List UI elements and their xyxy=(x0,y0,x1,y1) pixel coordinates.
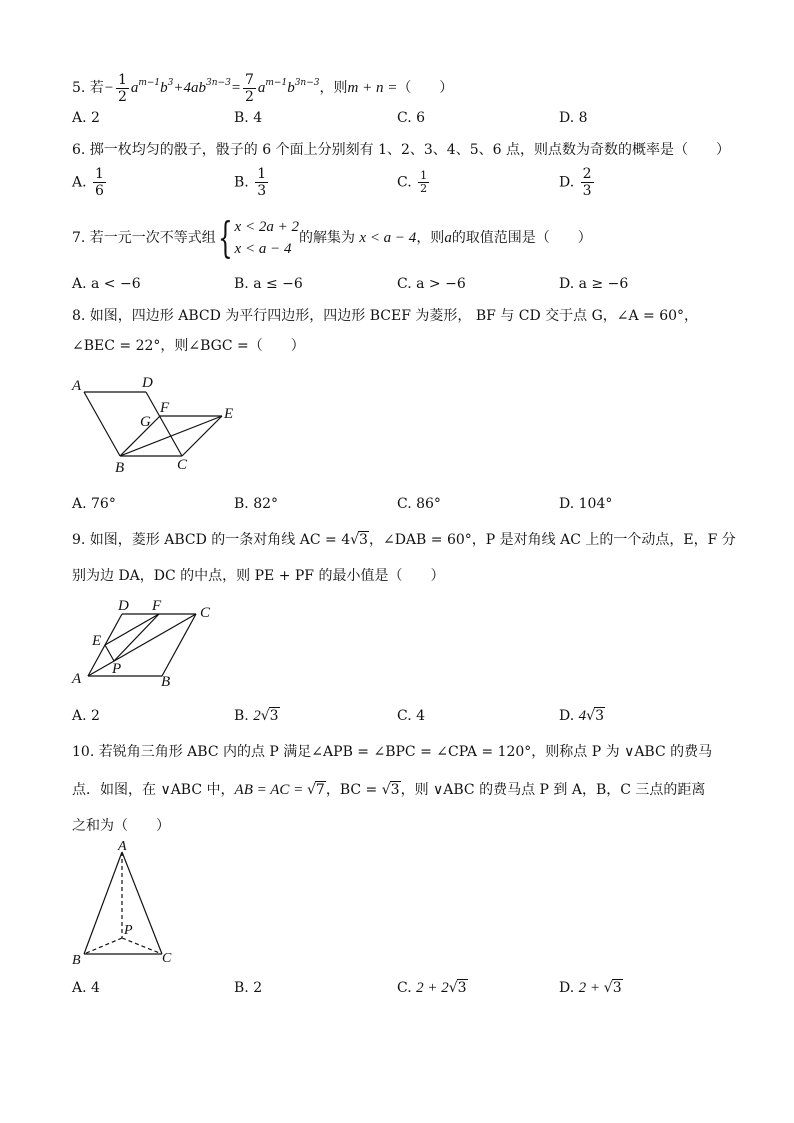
q8-label-b: B xyxy=(115,460,125,476)
q7-option-d: D. a ≥ −6 xyxy=(559,276,629,292)
q8-stem-line1: 8. 如图，四边形 ABCD 为平行四边形，四边形 BCEF 为菱形， BF 与 CD 交于点 G，∠A = 60°， xyxy=(72,308,699,324)
q5-frac2: $\frac{7}{2}$ xyxy=(244,71,254,105)
q7-option-a: A. a < −6 xyxy=(72,276,141,292)
q5-option-d: D. 8 xyxy=(559,110,588,126)
q8-figure xyxy=(66,370,246,480)
q9-stem-line2: 别为边 DA，DC 的中点，则 PE + PF 的最小值是（ ） xyxy=(72,568,445,584)
q10-stem-line1: 10. 若锐角三角形 ABC 内的点 P 满足∠APB = ∠BPC = ∠CPA = 120°，则称点 P 为 ∨ABC 的费马 xyxy=(72,744,713,760)
q10-option-a: A. 4 xyxy=(72,980,100,996)
q5-frac1: $\frac{1}{2}$ xyxy=(117,71,127,105)
q10-label-a: A xyxy=(118,839,127,854)
q10-stem-line3: 之和为（ ） xyxy=(72,818,170,834)
q9-label-a: A xyxy=(72,671,82,687)
q7-option-b: B. a ≤ −6 xyxy=(234,276,303,292)
q5-number: 5. 若 xyxy=(72,80,104,96)
q10-label-b: B xyxy=(72,953,81,968)
q8-label-g: G xyxy=(140,414,151,430)
q6-stem: 6. 掷一枚均匀的骰子，骰子的 6 个面上分别刻有 1、2、3、4、5、6 点，则点数为奇数的概率是（ ） xyxy=(72,142,730,158)
q8-option-a: A. 76° xyxy=(72,496,116,512)
q10-figure xyxy=(66,838,186,968)
q10-label-p: P xyxy=(124,923,133,938)
q9-label-b: B xyxy=(161,674,171,690)
q10-option-c: C. 2 + 2√3 xyxy=(397,980,467,996)
q6-option-c: C. $\frac{1}{2}$ xyxy=(397,169,428,195)
q7-system: x < 2a + 2 x < a − 4 xyxy=(234,219,299,257)
q9-option-a: A. 2 xyxy=(72,708,100,724)
q8-option-c: C. 86° xyxy=(397,496,441,512)
q8-label-f: F xyxy=(160,400,170,416)
q6-option-d: D. $\frac{2}{3}$ xyxy=(559,166,592,199)
q9-label-c: C xyxy=(200,605,211,621)
q7-brace: { xyxy=(217,213,233,262)
q6-option-a: A. $\frac{1}{6}$ xyxy=(72,166,104,199)
q9-label-d: D xyxy=(118,598,129,614)
q10-option-b: B. 2 xyxy=(234,980,263,996)
q7-option-c: C. a > −6 xyxy=(397,276,466,292)
q5-minus: − xyxy=(103,80,114,96)
q8-label-d: D xyxy=(142,375,153,391)
q9-label-f: F xyxy=(152,598,162,614)
q8-option-b: B. 82° xyxy=(234,496,279,512)
q8-label-e: E xyxy=(224,406,234,422)
q7-stem: 7. 若一元一次不等式组{ x < 2a + 2 x < a − 4 的解集为 x < a − 4，则a的取值范围是（ ） xyxy=(72,213,592,262)
q9-option-b: B. 2√3 xyxy=(234,708,279,724)
q5-option-c: C. 6 xyxy=(397,110,426,126)
q5-option-b: B. 4 xyxy=(234,110,263,126)
q10-option-d: D. 2 + √3 xyxy=(559,980,622,996)
q9-label-e: E xyxy=(92,633,102,649)
q6-option-b: B. $\frac{1}{3}$ xyxy=(234,166,267,199)
q5-option-a: A. 2 xyxy=(72,110,100,126)
q10-stem-line2: 点．如图，在 ∨ABC 中，AB = AC = √7，BC = √3，则 ∨ABC 的费马点 P 到 A，B，C 三点的距离 xyxy=(72,782,706,798)
q8-stem-line2: ∠BEC = 22°，则∠BGC =（ ） xyxy=(72,338,305,354)
q8-option-d: D. 104° xyxy=(559,496,613,512)
q9-label-p: P xyxy=(112,661,122,677)
q8-label-a: A xyxy=(72,378,82,394)
q9-figure xyxy=(66,596,226,690)
q5-stem: 5. 若− $\frac{1}{2}$ $a^{m-1}b^3+4ab^{3n-3}=$ $\frac{7}{2}$ $a^{m-1}b^{3n-3}$，则m + n =（ ） xyxy=(72,71,454,105)
q8-label-c: C xyxy=(177,457,188,473)
q9-option-c: C. 4 xyxy=(397,708,426,724)
q9-stem-line1: 9. 如图，菱形 ABCD 的一条对角线 AC = 4√3，∠DAB = 60°，P 是对角线 AC 上的一个动点，E，F 分 xyxy=(72,532,736,548)
q9-option-d: D. 4√3 xyxy=(559,708,604,724)
q10-label-c: C xyxy=(162,951,172,966)
